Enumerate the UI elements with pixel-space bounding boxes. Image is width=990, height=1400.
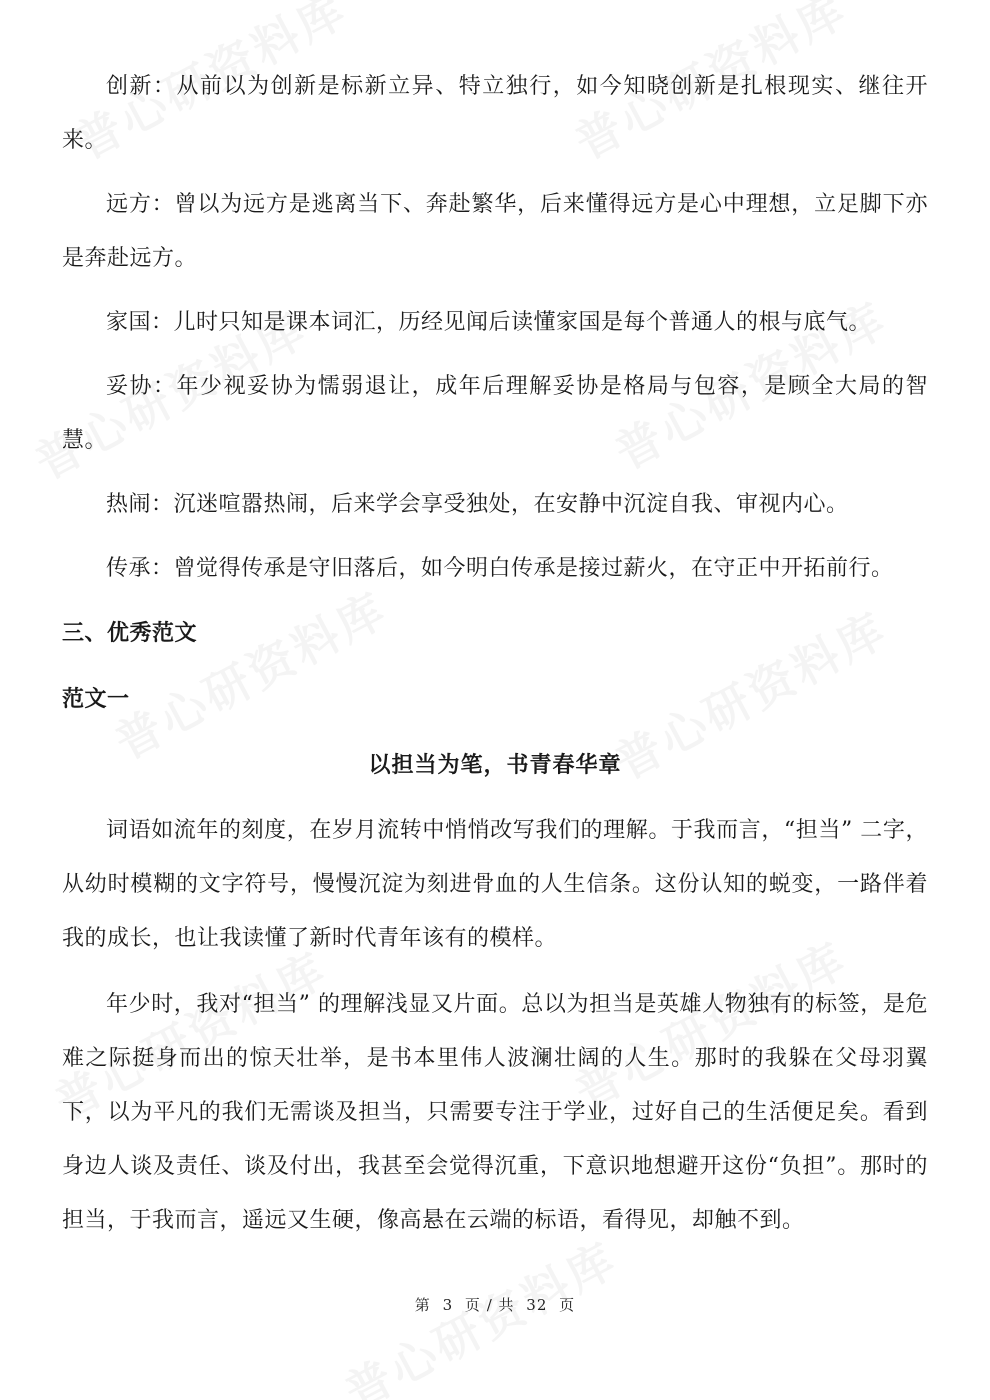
paragraph-inheritance: 传承：曾觉得传承是守旧落后，如今明白传承是接过薪火，在守正中开拓前行。 (106, 556, 894, 581)
footer-suffix: 页 (559, 1296, 576, 1314)
footer-mid: 页 / 共 (464, 1296, 515, 1314)
paragraph-bustle: 热闹：沉迷喧嚣热闹，后来学会享受独处，在安静中沉淀自我、审视内心。 (106, 492, 849, 517)
paragraph-innovation: 创新：从前以为创新是标新立异、特立独行，如今知晓创新是扎根现实、继往开来。 (62, 74, 928, 153)
current-page-number: 3 (442, 1296, 454, 1314)
essay-title: 以担当为笔，书青春华章 (368, 752, 622, 778)
page-content (62, 60, 928, 1260)
essay-paragraph: 年少时，我对“担当” 的理解浅显又片面。总以为担当是英雄人物独有的标签，是危难之际挺身而出的惊天壮举，是书本里伟人波澜壮阔的人生。那时的我躲在父母羽翼下，以为平凡的我们无需谈及担当，只需要专注于学业，过好自己的生活便足矣。看到身边人谈及责任、谈及付出，我甚至会觉得沉重，下意识地想避开这份“负担”。那时的担当，于我而言，遥远又生硬，像高悬在云端的标语，看得见，却触不到。 (62, 992, 928, 1233)
paragraph-compromise: 妥协：年少视妥协为懦弱退让，成年后理解妥协是格局与包容，是顾全大局的智慧。 (62, 374, 928, 453)
page-footer (0, 1294, 990, 1315)
footer-prefix: 第 (414, 1296, 431, 1314)
paragraph-distance: 远方：曾以为远方是逃离当下、奔赴繁华，后来懂得远方是心中理想，立足脚下亦是奔赴远方。 (62, 192, 928, 271)
essay-label: 范文一 (62, 686, 130, 712)
section-heading: 三、优秀范文 (62, 620, 198, 646)
paragraph-homeland: 家国：儿时只知是课本词汇，历经见闻后读懂家国是每个普通人的根与底气。 (106, 310, 872, 335)
total-page-count: 32 (526, 1296, 548, 1314)
essay-paragraph: 词语如流年的刻度，在岁月流转中悄悄改写我们的理解。于我而言，“担当” 二字，从幼时模糊的文字符号，慢慢沉淀为刻进骨血的人生信条。这份认知的蜕变，一路伴着我的成长，也让我读懂了新时代青年该有的模样。 (62, 818, 928, 951)
